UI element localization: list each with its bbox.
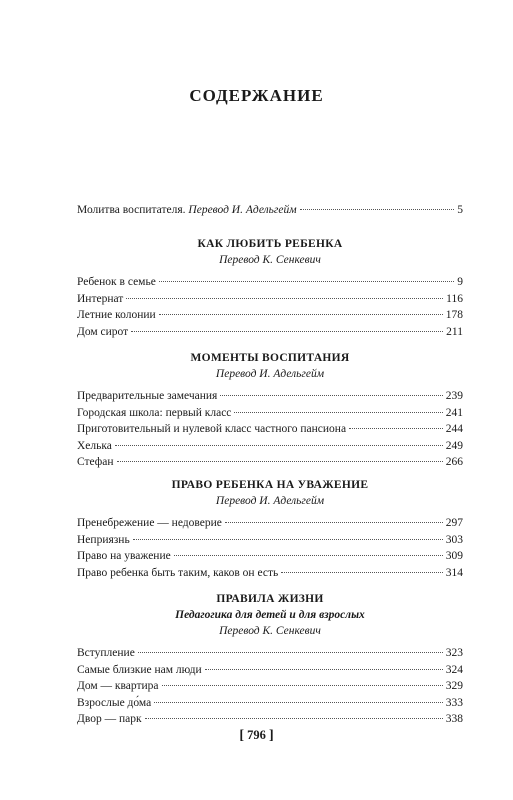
- section-translator: Перевод К. Сенкевич: [219, 254, 321, 266]
- leader-dots: [138, 652, 443, 653]
- toc-entry[interactable]: [77, 405, 463, 422]
- toc-entry[interactable]: [77, 291, 463, 308]
- entry-label: Право ребенка быть таким, каков он есть: [77, 566, 279, 579]
- toc-intro: [77, 202, 463, 219]
- entry-label: Интернат: [77, 292, 124, 305]
- toc-entry[interactable]: [77, 421, 463, 438]
- folio-number: 796: [247, 728, 266, 742]
- entry-label: Ребенок в семье: [77, 276, 156, 288]
- leader-dots: [126, 298, 443, 299]
- entry-page: 241: [445, 406, 463, 419]
- toc-section: [77, 591, 463, 728]
- entry-page: 338: [445, 713, 463, 725]
- entry-label: Предварительные замечания: [77, 390, 218, 402]
- entry-page: 239: [445, 390, 463, 402]
- section-title: ПРАВИЛА ЖИЗНИ: [216, 593, 324, 605]
- entry-label: Пренебрежение — недоверие: [77, 517, 222, 529]
- entry-label: Стефан: [77, 456, 114, 468]
- entry-label: Самые близкие нам люди: [77, 663, 202, 676]
- leader-dots: [234, 412, 442, 413]
- entry-label: Городская школа: первый класс: [77, 406, 232, 419]
- entry-page: 333: [445, 696, 463, 709]
- leader-dots: [220, 395, 442, 396]
- folio-bracket-right: ]: [269, 728, 274, 743]
- entry-page: 244: [445, 423, 463, 435]
- entry-page: 9: [457, 276, 463, 288]
- toc-entry[interactable]: [77, 515, 463, 532]
- toc-entry[interactable]: [77, 645, 463, 662]
- leader-dots: [225, 522, 443, 523]
- section-title: МОМЕНТЫ ВОСПИТАНИЯ: [190, 352, 350, 364]
- leader-dots: [131, 331, 443, 332]
- section-subtitle: Педагогика для детей и для взрослых: [175, 609, 365, 621]
- toc-entry[interactable]: [77, 532, 463, 549]
- entry-label: Молитва воспитателя.: [77, 204, 189, 216]
- entry-page: 266: [445, 456, 463, 468]
- leader-dots: [174, 555, 443, 556]
- leader-dots: [162, 685, 443, 686]
- leader-dots: [115, 445, 443, 446]
- toc-entry[interactable]: [77, 324, 463, 341]
- leader-dots: [154, 702, 443, 703]
- page-title: СОДЕРЖАНИЕ: [189, 86, 324, 105]
- entry-label: Неприязнь: [77, 533, 130, 546]
- toc-section: [77, 477, 463, 581]
- toc-entry[interactable]: [77, 695, 463, 712]
- entry-page: 323: [445, 647, 463, 659]
- entry-page: 297: [445, 517, 463, 529]
- toc-entry[interactable]: [77, 388, 463, 405]
- entry-page: 249: [445, 439, 463, 452]
- entry-label: Дом сирот: [77, 325, 129, 338]
- entry-page: 211: [446, 325, 463, 338]
- page-number: [0, 728, 513, 744]
- toc-entry[interactable]: [77, 438, 463, 455]
- entry-label: Хелька: [77, 439, 112, 452]
- entry-page: 324: [445, 663, 463, 676]
- leader-dots: [145, 718, 443, 719]
- leader-dots: [349, 428, 443, 429]
- entry-page: 116: [446, 292, 463, 305]
- leader-dots: [281, 572, 443, 573]
- section-translator: Перевод И. Адельгейм: [215, 368, 325, 380]
- entry-label: Дом — квартира: [77, 680, 159, 692]
- toc-section: [77, 350, 463, 471]
- toc-entry[interactable]: [77, 274, 463, 291]
- entry-label: Летние колонии: [77, 309, 156, 321]
- entry-label: Двор — парк: [77, 713, 142, 725]
- leader-dots: [300, 209, 455, 210]
- toc-entry[interactable]: [77, 711, 463, 728]
- toc-section: [77, 236, 463, 340]
- entry-label: Право на уважение: [77, 550, 171, 562]
- entry-page: 314: [445, 566, 463, 579]
- entry-label: Вступление: [77, 647, 135, 659]
- section-translator: Перевод К. Сенкевич: [219, 625, 321, 637]
- leader-dots: [205, 669, 443, 670]
- toc-entry[interactable]: [77, 678, 463, 695]
- folio-bracket-left: [: [239, 728, 244, 743]
- leader-dots: [117, 461, 443, 462]
- entry-page: 303: [445, 533, 463, 546]
- entry-label: Взрослые до́ма: [77, 696, 152, 709]
- entry-page: 5: [457, 204, 463, 216]
- entry-translator: Перевод И. Адельгейм: [188, 204, 297, 216]
- section-title: КАК ЛЮБИТЬ РЕБЕНКА: [197, 238, 343, 250]
- entry-label: Приготовительный и нулевой класс частного пансиона: [77, 423, 347, 435]
- toc-entry[interactable]: [77, 548, 463, 565]
- section-translator: Перевод И. Адельгейм: [215, 495, 325, 507]
- entry-page: 178: [445, 309, 463, 321]
- leader-dots: [159, 281, 454, 282]
- leader-dots: [159, 314, 443, 315]
- toc-entry[interactable]: [77, 454, 463, 471]
- toc-entry[interactable]: [77, 202, 463, 219]
- entry-page: 309: [445, 550, 463, 562]
- toc-entry[interactable]: [77, 565, 463, 582]
- leader-dots: [133, 539, 443, 540]
- toc-entry[interactable]: [77, 307, 463, 324]
- toc-entry[interactable]: [77, 662, 463, 679]
- section-title: ПРАВО РЕБЕНКА НА УВАЖЕНИЕ: [171, 479, 369, 491]
- entry-page: 329: [445, 680, 463, 692]
